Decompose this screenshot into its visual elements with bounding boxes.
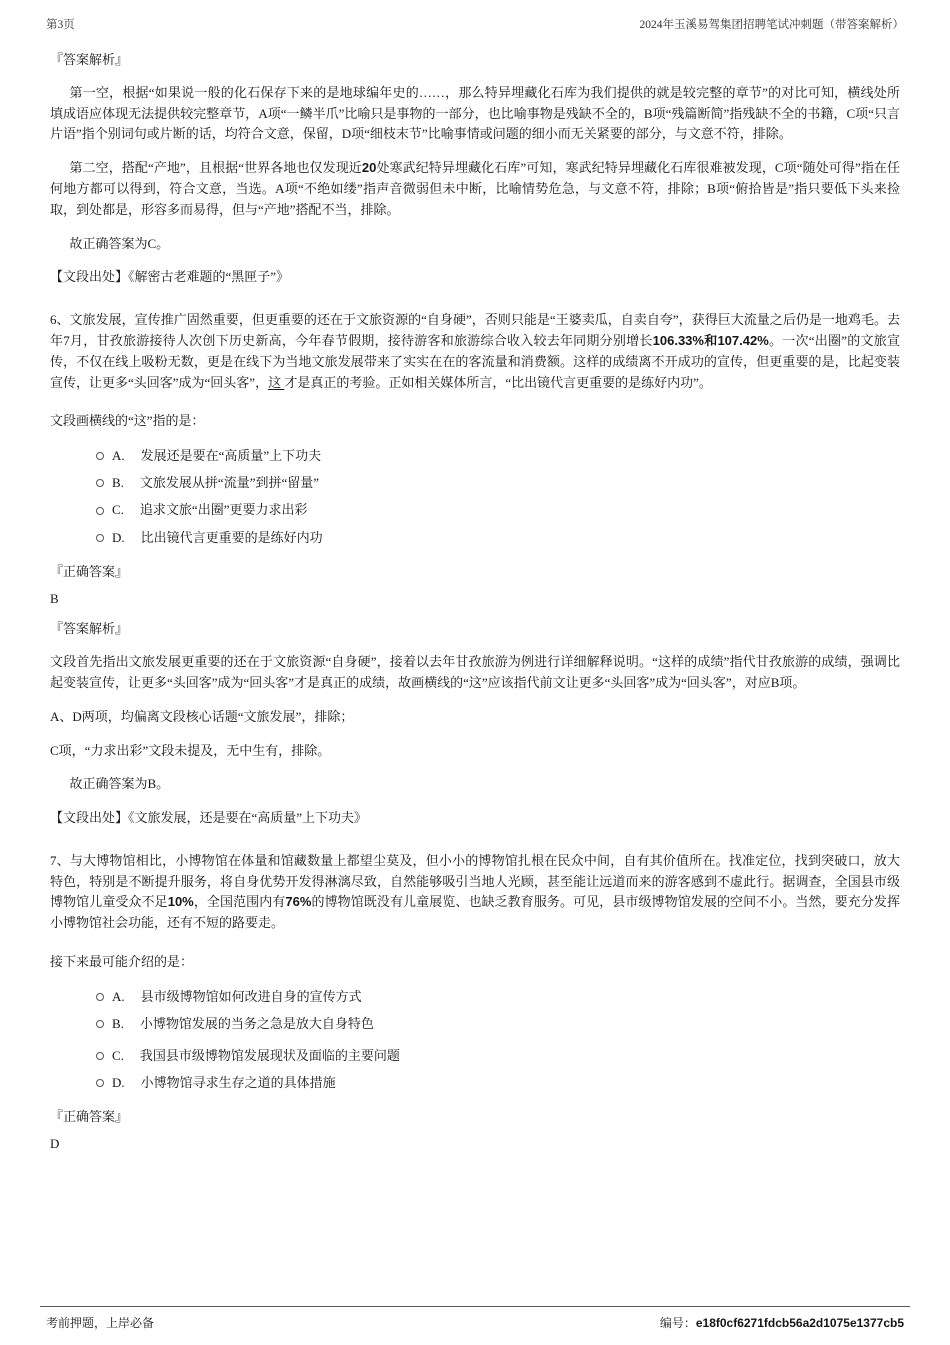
bold-number: 20 <box>361 160 377 176</box>
radio-icon[interactable] <box>96 1052 104 1060</box>
option-letter: C. <box>112 1048 124 1064</box>
radio-icon[interactable] <box>96 479 104 487</box>
q6-analysis-paragraph-3: C项，“力求出彩”文段未提及，无中生有，排除。 <box>50 742 331 758</box>
document-title: 2024年玉溪易驾集团招聘笔试冲刺题（带答案解析） <box>639 19 904 31</box>
option-letter: D. <box>112 529 125 545</box>
page-header <box>40 12 910 40</box>
option-letter: B. <box>112 1016 124 1032</box>
q5-analysis-paragraph-1: 第一空，根据“如果说一般的化石保存下来的是地球编年史的……，那么特异埋藏化石库为我们提供的就是较完整的章节”的对比可知，横线处所填成语应体现无法提供较完整章节，A项“一鳞半爪”比喻只是事物的一部分，也比喻事物是残缺不全的，B项“残篇断简”指残缺不全的书籍，C项“只言片语”指个别词句或片断的话，均符合文意，保留，D项“细枝末节”比喻事情或问题的细小而无关紧要的部分，与文意不符，排除。 <box>50 84 900 142</box>
option-text: 追求文旅“出圈”更要力求出彩 <box>139 502 308 518</box>
option-letter: C. <box>112 502 124 518</box>
footer-code-label: 编号： <box>659 1316 696 1330</box>
question-6-options <box>50 446 900 548</box>
radio-icon[interactable] <box>96 1020 104 1028</box>
answer-value: B <box>50 590 59 606</box>
option-text: 发展还是要在“高质量”上下功夫 <box>140 448 322 464</box>
option-text: 文旅发展从拼“流量”到拼“留量” <box>139 475 320 491</box>
option-text: 县市级博物馆如何改进自身的宣传方式 <box>140 988 362 1004</box>
question-7-options <box>50 987 900 1094</box>
question-7-passage <box>50 851 900 934</box>
text-run: 的博物馆既没有儿童展览、也缺乏教育服务。可见，县市级博物馆发展的空间不小。当然，要充分发挥小博物馆社会功能，还有不短的路要走。 <box>50 894 900 931</box>
document-content <box>40 40 910 1306</box>
analysis-heading: 『答案解析』 <box>50 621 129 637</box>
option-row <box>50 1073 900 1093</box>
option-letter: A. <box>112 448 125 464</box>
page-footer <box>40 1306 910 1331</box>
text-run: 。一次“出圈”的文旅宣传，不仅在线上吸粉无数，更是在线下为当地文旅发展带来了实实在在的客流量和消费额。这样的成绩离不开成功的宣传，但更重要的是，比起变装宣传，让更多“头回客”成为“回头客”， <box>50 332 900 390</box>
footer-code <box>660 1314 904 1331</box>
radio-icon[interactable] <box>96 534 104 542</box>
option-letter: A. <box>112 988 125 1004</box>
q5-analysis-paragraph-2 <box>50 158 900 220</box>
text-run: 第二空，搭配“产地”，且根据“世界各地也仅发现近 <box>69 160 362 176</box>
option-row <box>50 1046 900 1066</box>
q5-conclusion-line: 故正确答案为C。 <box>69 235 170 251</box>
text-run: 处寒武纪特异埋藏化石库”可知，寒武纪特异埋藏化石库很难被发现，C项“随处可得”指在任何地方都可以得到，符合文意，当选。A项“不绝如缕”指声音微弱但未中断，比喻情势危急，与文意不符，排除；B项“俯拾皆是”指只要低下头来捡取，到处都是，形容多而易得，但与“产地”搭配不当，排除。 <box>50 160 901 217</box>
option-row <box>50 528 900 548</box>
q6-conclusion-line: 故正确答案为B。 <box>69 776 170 792</box>
text-run: 6、文旅发展，宣传推广固然重要，但更重要的还在于文旅资源的“自身硬”，否则只能是“王婆卖瓜，自卖自夸”，获得巨大流量之后仍是一地鸡毛。去年7月，甘孜旅游接待人次创下历史新高，今年春节假期，接待游客和旅游综合收入较去年同期分别增长 <box>50 312 900 348</box>
text-run: 7、与大博物馆相比，小博物馆在体量和馆藏数量上都望尘莫及，但小小的博物馆扎根在民众中间，自有其价值所在。找准定位，找到突破口，放大特色，特别是不断提升服务，将自身优势开发得淋漓尽致，自然能够吸引当地人光顾，甚至能让远道而来的游客感到不虚此行。据调查，全国县市级博物馆儿童受众不足 <box>50 852 900 910</box>
option-row <box>50 500 900 520</box>
option-letter: D. <box>112 1075 125 1091</box>
question-6-passage <box>50 310 900 393</box>
underlined-text: 这 <box>268 374 285 390</box>
radio-icon[interactable] <box>96 452 104 460</box>
q6-source-line: 【文段出处】《文旅发展，还是要在“高质量”上下功夫》 <box>50 810 368 826</box>
option-text: 我国县市级博物馆发展现状及面临的主要问题 <box>139 1048 400 1064</box>
text-run: ，全国范围内有 <box>193 894 286 910</box>
page-number: 第3页 <box>46 19 75 31</box>
bold-number: 10% <box>167 894 194 910</box>
footer-slogan: 考前押题，上岸必备 <box>46 1316 155 1330</box>
bold-number: 106.33%和107.42% <box>652 332 769 348</box>
text-run: 才是真正的考验。正如相关媒体所言，“比出镜代言更重要的是练好内功”。 <box>284 374 712 390</box>
footer-code-value: e18f0cf6271fdcb56a2d1075e1377cb5 <box>695 1316 904 1330</box>
option-row <box>50 473 900 493</box>
option-text: 小博物馆发展的当务之急是放大自身特色 <box>139 1016 374 1032</box>
q6-analysis-paragraph-2: A、D两项，均偏离文段核心话题“文旅发展”，排除； <box>50 708 354 724</box>
option-letter: B. <box>112 475 124 491</box>
question-7-stem: 接下来最可能介绍的是： <box>50 954 194 970</box>
answer-value: D <box>50 1136 60 1152</box>
q5-source-line: 【文段出处】《解密古老难题的“黑匣子”》 <box>50 269 290 285</box>
option-row <box>50 1014 900 1034</box>
option-text: 比出镜代言更重要的是练好内功 <box>140 529 323 545</box>
radio-icon[interactable] <box>96 1079 104 1087</box>
analysis-heading: 『答案解析』 <box>50 52 129 67</box>
option-text: 小博物馆寻求生存之道的具体措施 <box>140 1075 336 1091</box>
option-row <box>50 987 900 1007</box>
question-6-stem: 文段画横线的“这”指的是： <box>50 413 205 429</box>
radio-icon[interactable] <box>96 993 104 1001</box>
correct-answer-heading: 『正确答案』 <box>50 563 129 579</box>
bold-number: 76% <box>285 894 312 910</box>
option-row <box>50 446 900 466</box>
q6-analysis-paragraph-1: 文段首先指出文旅发展更重要的还在于文旅资源“自身硬”，接着以去年甘孜旅游为例进行详细解释说明。“这样的成绩”指代甘孜旅游的成绩，强调比起变装宣传，让更多“头回客”成为“回头客”才是真正的成绩，故画横线的“这”应该指代前文让更多“头回客”成为“回头客”，对应B项。 <box>50 654 900 690</box>
footer-divider <box>40 1306 910 1307</box>
correct-answer-heading: 『正确答案』 <box>50 1109 129 1125</box>
radio-icon[interactable] <box>96 507 104 515</box>
